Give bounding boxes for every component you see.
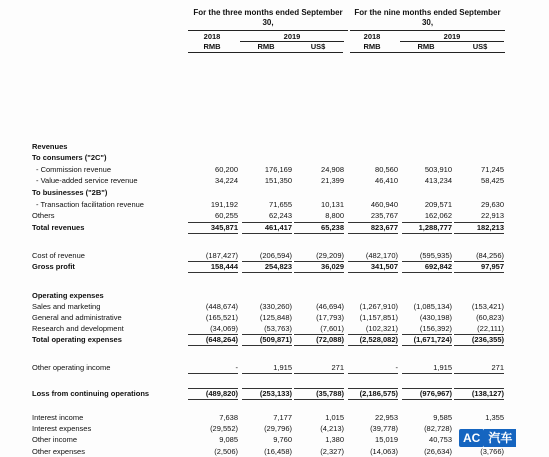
row-label: Interest expenses — [32, 424, 92, 433]
cell-value: (29,552) — [210, 424, 238, 433]
table-row — [0, 312, 549, 323]
subtotal-rule — [242, 261, 292, 262]
cell-value: 22,953 — [375, 413, 398, 422]
subtotal-rule — [454, 388, 504, 389]
row-label: Others — [32, 211, 55, 220]
row-label: - Commission revenue — [36, 165, 112, 174]
table-row — [0, 164, 549, 175]
cell-value: (489,820) — [205, 389, 238, 398]
col-header-6 — [454, 32, 506, 51]
col-currency: RMB — [257, 42, 275, 51]
subtotal-rule — [348, 388, 398, 389]
total-rule — [242, 272, 292, 273]
cell-value: (17,793) — [316, 313, 344, 322]
cell-value: (3,766) — [480, 447, 504, 456]
cell-value: 80,560 — [375, 165, 398, 174]
cell-value: 60,255 — [215, 211, 238, 220]
col-year — [454, 32, 506, 41]
col-header-5 — [400, 32, 452, 51]
cell-value: (976,967) — [419, 389, 452, 398]
total-rule — [348, 373, 398, 374]
total-rule — [188, 272, 238, 273]
total-rule — [402, 373, 452, 374]
cell-value: (648,264) — [205, 335, 238, 344]
col-currency: US$ — [310, 42, 326, 51]
cell-value: (1,157,851) — [359, 313, 398, 322]
cell-value: (430,198) — [419, 313, 452, 322]
cell-value: 158,444 — [210, 262, 238, 271]
row-label: Sales and marketing — [32, 302, 101, 311]
cell-value: 10,131 — [321, 200, 344, 209]
row-label: To businesses ("2B") — [32, 188, 108, 197]
total-rule — [402, 233, 452, 234]
table-row — [0, 412, 549, 423]
col-header-1 — [186, 32, 238, 51]
cell-value: (1,085,134) — [413, 302, 452, 311]
col-currency: RMB — [203, 42, 221, 51]
cell-value: (39,778) — [370, 424, 398, 433]
cell-value: (2,327) — [320, 447, 344, 456]
row-label: Other operating income — [32, 363, 111, 372]
cell-value: 271 — [331, 363, 344, 372]
watermark-cn: 汽车 — [484, 429, 516, 447]
table-row — [0, 187, 549, 198]
cell-value: 209,571 — [424, 200, 452, 209]
cell-value: (1,671,724) — [413, 335, 452, 344]
total-rule — [188, 399, 238, 400]
cell-value: (2,506) — [214, 447, 238, 456]
cell-value: (2,528,082) — [359, 335, 398, 344]
cell-value: (53,763) — [264, 324, 292, 333]
row-label: Cost of revenue — [32, 251, 85, 260]
cell-value: (4,213) — [320, 424, 344, 433]
col-header-2 — [240, 32, 292, 51]
cell-value: (7,601) — [320, 324, 344, 333]
cell-value: 7,638 — [219, 413, 238, 422]
col-header-3 — [292, 32, 344, 51]
col-currency: RMB — [363, 42, 381, 51]
cell-value: 9,760 — [273, 435, 292, 444]
cell-value: (102,321) — [365, 324, 398, 333]
total-rule — [454, 272, 504, 273]
cell-value: 413,234 — [424, 176, 452, 185]
total-rule — [402, 345, 452, 346]
cell-value: 36,029 — [321, 262, 344, 271]
subtotal-rule — [348, 334, 398, 335]
cell-value: 182,213 — [476, 223, 504, 232]
cell-value: 58,425 — [481, 176, 504, 185]
cell-value: (34,069) — [210, 324, 238, 333]
cell-value: 15,019 — [375, 435, 398, 444]
cell-value: (82,728) — [424, 424, 452, 433]
cell-value: 40,753 — [429, 435, 452, 444]
cell-value: 9,585 — [433, 413, 452, 422]
subtotal-rule — [402, 261, 452, 262]
table-row — [0, 250, 549, 261]
cell-value: 235,767 — [370, 211, 398, 220]
cell-value: 1,355 — [485, 413, 504, 422]
table-row — [0, 301, 549, 312]
row-label: Other expenses — [32, 447, 85, 456]
subtotal-rule — [242, 222, 292, 223]
col-year: 2018 — [203, 32, 221, 41]
cell-value: 97,957 — [481, 262, 504, 271]
cell-value: (448,674) — [205, 302, 238, 311]
cell-value: 1,915 — [433, 363, 452, 372]
cell-value: (84,256) — [476, 251, 504, 260]
cell-value: (509,871) — [259, 335, 292, 344]
cell-value: (125,848) — [259, 313, 292, 322]
row-label: Total operating expenses — [32, 335, 122, 344]
table-row — [0, 323, 549, 334]
cell-value: 1,288,777 — [418, 223, 452, 232]
total-rule — [348, 233, 398, 234]
total-rule — [402, 272, 452, 273]
row-label: - Value-added service revenue — [36, 176, 138, 185]
cell-value: 9,085 — [219, 435, 238, 444]
cell-value: (165,521) — [205, 313, 238, 322]
col-year — [292, 32, 344, 41]
subtotal-rule — [294, 388, 344, 389]
cell-value: (14,063) — [370, 447, 398, 456]
cell-value: 65,238 — [321, 223, 344, 232]
cell-value: 176,169 — [264, 165, 292, 174]
total-rule — [294, 272, 344, 273]
subtotal-rule — [242, 388, 292, 389]
cell-value: (29,209) — [316, 251, 344, 260]
cell-value: 461,417 — [264, 223, 292, 232]
col-currency: US$ — [472, 42, 488, 51]
row-label: To consumers ("2C") — [32, 153, 107, 162]
table-row — [0, 152, 549, 163]
cell-value: 7,177 — [273, 413, 292, 422]
cell-value: 62,243 — [269, 211, 292, 220]
cell-value: (595,935) — [419, 251, 452, 260]
total-rule — [242, 399, 292, 400]
nine-months-header — [350, 8, 505, 28]
cell-value: 71,655 — [269, 200, 292, 209]
watermark-ac: AC — [459, 429, 484, 447]
header-bottom-rule — [188, 52, 343, 53]
subtotal-rule — [188, 222, 238, 223]
total-rule — [454, 233, 504, 234]
subtotal-rule — [454, 222, 504, 223]
row-label: Gross profit — [32, 262, 75, 271]
cell-value: (187,427) — [205, 251, 238, 260]
total-rule — [348, 272, 398, 273]
table-row — [0, 141, 549, 152]
cell-value: (153,421) — [471, 302, 504, 311]
col-currency: RMB — [417, 42, 435, 51]
subtotal-rule — [188, 334, 238, 335]
three-months-header — [188, 8, 348, 28]
cell-value: (29,796) — [264, 424, 292, 433]
cell-value: 71,245 — [481, 165, 504, 174]
table-row — [0, 334, 549, 345]
cell-value: 1,380 — [325, 435, 344, 444]
cell-value: - — [395, 363, 398, 372]
cell-value: 22,913 — [481, 211, 504, 220]
nine-months-subtitle: 30, — [421, 18, 434, 27]
cell-value: 29,630 — [481, 200, 504, 209]
total-rule — [188, 373, 238, 374]
col-year: 2018 — [363, 32, 381, 41]
three-months-subtitle: 30, — [262, 18, 274, 27]
subtotal-rule — [294, 222, 344, 223]
cell-value: (35,788) — [316, 389, 344, 398]
cell-value: 8,800 — [325, 211, 344, 220]
cell-value: (253,133) — [259, 389, 292, 398]
autohome-watermark — [459, 429, 541, 447]
subtotal-rule — [454, 261, 504, 262]
cell-value: (16,458) — [264, 447, 292, 456]
total-rule — [454, 399, 504, 400]
cell-value: 21,399 — [321, 176, 344, 185]
cell-value: (46,694) — [316, 302, 344, 311]
col-header-4 — [346, 32, 398, 51]
cell-value: 1,015 — [325, 413, 344, 422]
total-rule — [294, 233, 344, 234]
row-label: Operating expenses — [32, 291, 104, 300]
table-row — [0, 261, 549, 272]
year-2019-label: 2019 — [283, 32, 301, 41]
cell-value: (206,594) — [259, 251, 292, 260]
row-label: Total revenues — [32, 223, 85, 232]
total-rule — [454, 345, 504, 346]
total-rule — [348, 399, 398, 400]
cell-value: 460,940 — [370, 200, 398, 209]
col-year — [400, 32, 452, 41]
subtotal-rule — [294, 261, 344, 262]
subtotal-rule — [188, 388, 238, 389]
cell-value: 46,410 — [375, 176, 398, 185]
subtotal-rule — [348, 222, 398, 223]
table-row — [0, 446, 549, 457]
subtotal-rule — [402, 334, 452, 335]
subtotal-rule — [294, 334, 344, 335]
cell-value: 271 — [491, 363, 504, 372]
subtotal-rule — [454, 334, 504, 335]
row-label: Revenues — [32, 142, 68, 151]
cell-value: 60,200 — [215, 165, 238, 174]
three-months-title: For the three months ended September — [193, 8, 343, 17]
subtotal-rule — [348, 261, 398, 262]
total-rule — [242, 345, 292, 346]
cell-value: (236,355) — [471, 335, 504, 344]
cell-value: 692,842 — [424, 262, 452, 271]
cell-value: (22,111) — [477, 324, 504, 333]
cell-value: - — [235, 363, 238, 372]
cell-value: 341,507 — [370, 262, 398, 271]
cell-value: 823,677 — [370, 223, 398, 232]
table-row — [0, 362, 549, 373]
table-row — [0, 210, 549, 221]
cell-value: (156,392) — [419, 324, 452, 333]
cell-value: 254,823 — [264, 262, 292, 271]
header-rule — [188, 30, 348, 31]
total-rule — [242, 373, 292, 374]
cell-value: (330,260) — [259, 302, 292, 311]
total-rule — [294, 345, 344, 346]
header-rule — [350, 30, 505, 31]
cell-value: (1,267,910) — [359, 302, 398, 311]
row-label: Interest income — [32, 413, 84, 422]
cell-value: 34,224 — [215, 176, 238, 185]
table-row — [0, 290, 549, 301]
cell-value: 1,915 — [273, 363, 292, 372]
year-2019-label: 2019 — [443, 32, 461, 41]
cell-value: (60,823) — [476, 313, 504, 322]
subtotal-rule — [402, 388, 452, 389]
row-label: Research and development — [32, 324, 124, 333]
total-rule — [188, 233, 238, 234]
cell-value: 24,908 — [321, 165, 344, 174]
total-rule — [402, 399, 452, 400]
total-rule — [294, 373, 344, 374]
cell-value: (26,634) — [424, 447, 452, 456]
table-row — [0, 175, 549, 186]
subtotal-rule — [188, 261, 238, 262]
cell-value: (2,186,575) — [359, 389, 398, 398]
total-rule — [242, 233, 292, 234]
subtotal-rule — [242, 334, 292, 335]
total-rule — [454, 373, 504, 374]
nine-months-title: For the nine months ended September — [354, 8, 501, 17]
row-label: General and administrative — [32, 313, 122, 322]
cell-value: (72,088) — [316, 335, 344, 344]
cell-value: 151,350 — [264, 176, 292, 185]
table-row — [0, 199, 549, 210]
cell-value: (138,127) — [471, 389, 504, 398]
cell-value: 503,910 — [424, 165, 452, 174]
col-year — [240, 32, 292, 41]
cell-value: 345,871 — [210, 223, 238, 232]
row-label: Other income — [32, 435, 78, 444]
row-label: Loss from continuing operations — [32, 389, 150, 398]
table-row — [0, 222, 549, 233]
subtotal-rule — [402, 222, 452, 223]
total-rule — [348, 345, 398, 346]
total-rule — [188, 345, 238, 346]
total-rule — [294, 399, 344, 400]
row-label: - Transaction facilitation revenue — [36, 200, 144, 209]
header-bottom-rule — [350, 52, 505, 53]
cell-value: 191,192 — [210, 200, 238, 209]
cell-value: (482,170) — [365, 251, 398, 260]
cell-value: 162,062 — [424, 211, 452, 220]
table-row — [0, 388, 549, 399]
